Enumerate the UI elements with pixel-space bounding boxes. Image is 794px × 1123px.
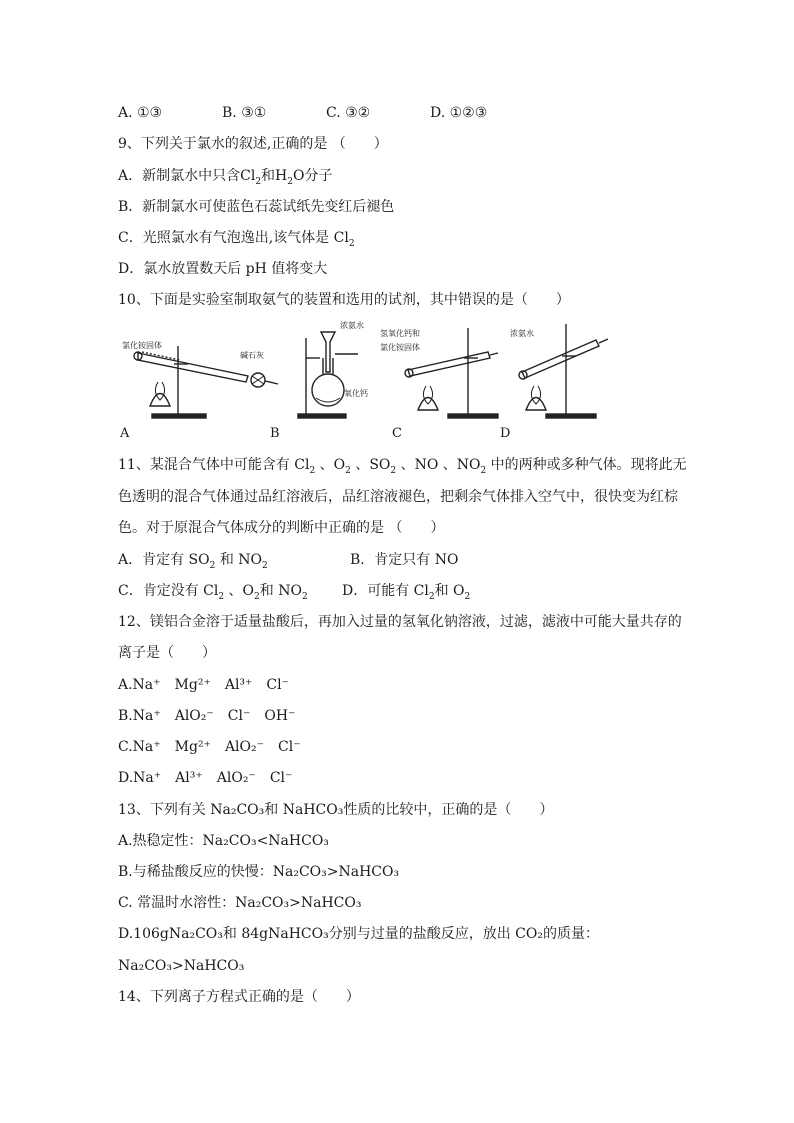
q9-option-a: A．新制氯水中只含$Cl_2$和$H_2O$分子 [118, 168, 333, 187]
q9-option-b: B．新制氯水可使蓝色石蕊试纸先变红后褪色 [118, 199, 395, 215]
q11-option-b: B．肯定只有 NO [350, 552, 459, 568]
q12-option-d: D.Na⁺ Al³⁺ AlO₂⁻ Cl⁻ [118, 770, 293, 786]
q13-option-d: D.106gNa₂CO₃和 84gNaHCO₃分别与过量的盐酸反应，放出 CO₂的质量： [118, 926, 599, 942]
label-c-reagent-2: 氯化铵固体 [380, 343, 420, 352]
q11-stem-line-1: 11、某混合气体中可能含有 $Cl_2$ 、$O_2$ 、$SO_2$ 、NO 、$NO_2$ 中的两种或多种气体。现将此无 [118, 457, 687, 476]
q11-options-ab [118, 551, 458, 569]
q11-option-d: D．可能有 $Cl_2$和 $O_2$ [342, 583, 471, 602]
label-b-reagent: 浓氨水 [340, 321, 364, 330]
figure-label-b: B [270, 426, 280, 441]
apparatus-c [405, 328, 498, 418]
q8-option-c: C. ③② [326, 105, 371, 121]
q8-option-b: B. ③① [222, 105, 267, 121]
label-d-reagent: 浓氨水 [510, 329, 534, 338]
q12-option-c: C.Na⁺ Mg²⁺ AlO₂⁻ Cl⁻ [118, 739, 301, 755]
apparatus-d [519, 324, 608, 418]
q13-option-b: B.与稀盐酸反应的快慢：Na₂CO₃>NaHCO₃ [118, 864, 400, 880]
q10-apparatus-figure [118, 318, 638, 442]
q8-option-d: D. ①②③ [430, 105, 488, 121]
q12-stem-line-1: 12、镁铝合金溶于适量盐酸后，再加入过量的氢氧化钠溶液，过滤，滤液中可能大量共存的 [118, 614, 682, 630]
q8-option-a: A. ①③ [118, 105, 163, 121]
figure-label-a: A [120, 426, 130, 441]
q9-option-c: C．光照氯水有气泡逸出,该气体是 $Cl_2$ [118, 230, 355, 249]
label-c-reagent-1: 氢氧化钙和 [380, 329, 420, 338]
q14-stem: 14、下列离子方程式正确的是（ ） [118, 989, 360, 1005]
q8-options [118, 104, 487, 122]
q13-option-d-cont: Na₂CO₃>NaHCO₃ [118, 958, 245, 974]
q12-option-b: B.Na⁺ AlO₂⁻ Cl⁻ OH⁻ [118, 708, 296, 724]
label-a-dryer: 碱石灰 [240, 351, 264, 360]
q12-stem-line-2: 离子是（ ） [118, 645, 216, 661]
q11-option-a: A．肯定有 $SO_2$ 和 $NO_2$ [118, 552, 268, 571]
q9-option-d: D．氯水放置数天后 pH 值将变大 [118, 261, 328, 277]
figure-label-c: C [392, 426, 402, 441]
q11-option-c: C．肯定没有 $Cl_2$ 、$O_2$和 $NO_2$ [118, 583, 308, 602]
q13-stem: 13、下列有关 Na₂CO₃和 NaHCO₃性质的比较中，正确的是（ ） [118, 802, 554, 818]
apparatus-b [298, 332, 358, 418]
q13-option-a: A.热稳定性：Na₂CO₃<NaHCO₃ [118, 833, 329, 849]
figure-label-d: D [500, 426, 511, 441]
q10-stem: 10、下面是实验室制取氨气的装置和选用的试剂，其中错误的是（ ） [118, 292, 570, 308]
q11-stem-line-2: 色透明的混合气体通过品红溶液后，品红溶液褪色，把剩余气体排入空气中，很快变为红棕 [118, 489, 678, 505]
q13-option-c: C. 常温时水溶性：Na₂CO₃>NaHCO₃ [118, 895, 362, 911]
q9-stem: 9、下列关于氯水的叙述,正确的是 （ ） [118, 136, 388, 152]
q11-options-cd [118, 582, 470, 600]
label-a-reagent: 氯化铵固体 [122, 341, 162, 350]
q12-option-a: A.Na⁺ Mg²⁺ Al³⁺ Cl⁻ [118, 677, 290, 693]
apparatus-drawings [118, 318, 638, 428]
q11-stem-line-3: 色。对于原混合气体成分的判断中正确的是 （ ） [118, 520, 445, 536]
label-b-solid: 氧化钙 [344, 389, 368, 398]
